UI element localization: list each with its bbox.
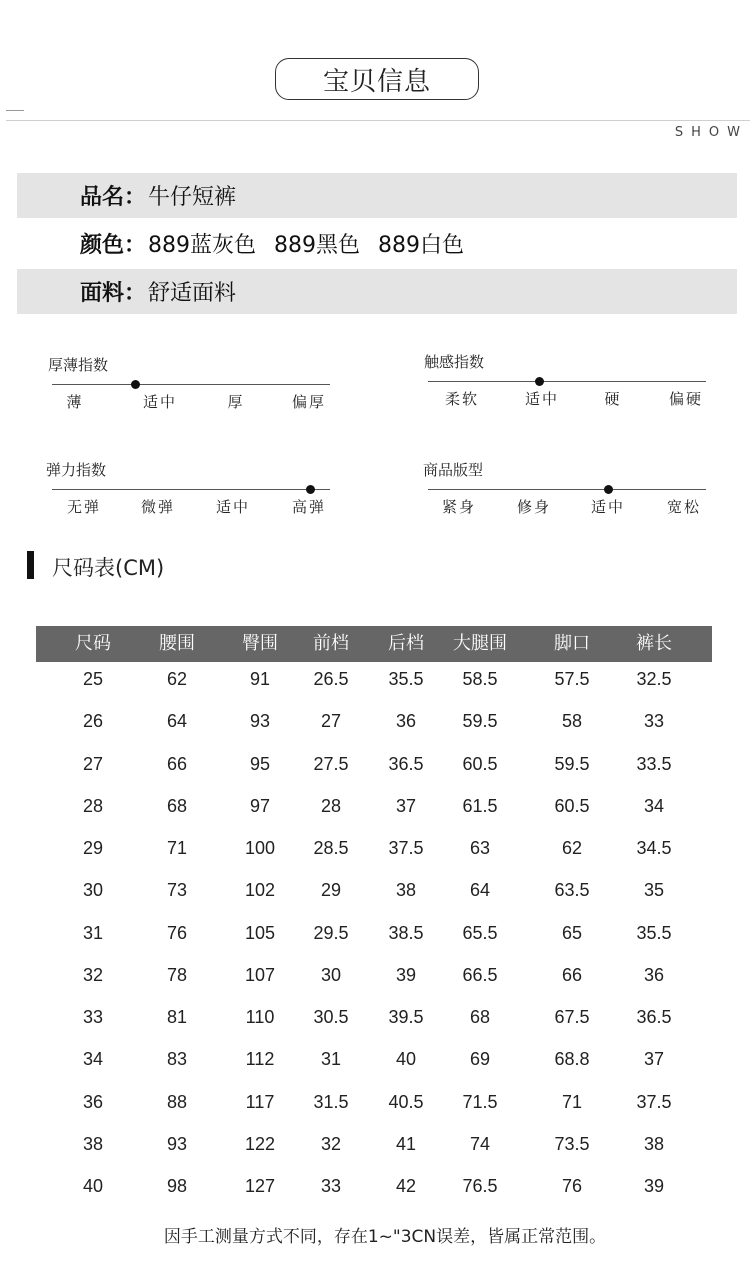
table-cell: 37 (395, 796, 417, 816)
table-cell: 105 (244, 923, 276, 943)
table-cell: 100 (244, 838, 276, 858)
table-cell: 98 (166, 1176, 188, 1196)
table-cell: 60.5 (554, 796, 590, 816)
table-header-cell: 臀围 (242, 633, 278, 654)
info-value (148, 228, 482, 259)
table-cell: 31 (82, 923, 104, 943)
table-cell: 35 (643, 880, 665, 900)
table-cell: 59.5 (554, 754, 590, 774)
table-cell: 81 (166, 1007, 188, 1027)
index-label: 厚 (227, 393, 245, 411)
table-cell: 34.5 (636, 838, 672, 858)
index-label: 适中 (590, 498, 626, 516)
table-header-cell: 后档 (388, 633, 424, 654)
index-label: 偏厚 (291, 393, 327, 411)
index-title: 厚薄指数 (48, 356, 109, 374)
table-cell: 26.5 (313, 669, 349, 689)
table-cell: 64 (166, 711, 188, 731)
info-value-item: 889白色 (378, 233, 465, 258)
index-label: 偏硬 (668, 390, 704, 408)
table-cell: 112 (245, 1049, 275, 1069)
table-cell: 88 (166, 1092, 188, 1112)
index-label: 宽松 (666, 498, 702, 516)
index-label: 柔软 (444, 390, 480, 408)
index-scale-line (428, 489, 706, 490)
index-label: 紧身 (441, 498, 477, 516)
index-scale-line (52, 384, 330, 385)
table-cell: 27 (82, 754, 104, 774)
table-cell: 33.5 (636, 754, 672, 774)
table-cell: 66.5 (462, 965, 498, 985)
show-label: SHOW (674, 125, 748, 140)
info-value (148, 180, 254, 211)
index-label: 适中 (524, 390, 560, 408)
table-cell: 68 (166, 796, 188, 816)
table-cell: 31.5 (313, 1092, 349, 1112)
table-cell: 74 (469, 1134, 491, 1154)
table-cell: 42 (395, 1176, 417, 1196)
table-cell: 36.5 (388, 754, 424, 774)
index-label: 高弹 (291, 498, 327, 516)
table-cell: 71 (561, 1092, 583, 1112)
table-cell: 110 (245, 1007, 275, 1027)
table-cell: 34 (82, 1049, 104, 1069)
table-cell: 28 (82, 796, 104, 816)
index-marker (306, 485, 315, 494)
table-cell: 73.5 (554, 1134, 590, 1154)
size-table-title: 尺码表(CM) (52, 556, 165, 580)
header-left-rule (6, 110, 24, 111)
index-label: 适中 (215, 498, 251, 516)
table-cell: 97 (249, 796, 271, 816)
info-value-item: 牛仔短裤 (148, 185, 237, 210)
table-cell: 38 (82, 1134, 104, 1154)
table-header-cell: 脚口 (554, 633, 590, 654)
table-cell: 76 (166, 923, 188, 943)
table-cell: 31 (320, 1049, 342, 1069)
index-label: 适中 (142, 393, 178, 411)
table-cell: 78 (166, 965, 188, 985)
index-label: 无弹 (66, 498, 102, 516)
table-cell: 57.5 (554, 669, 590, 689)
index-scale-line (428, 381, 706, 382)
table-cell: 33 (82, 1007, 104, 1027)
table-cell: 40 (82, 1176, 104, 1196)
table-cell: 60.5 (462, 754, 498, 774)
info-key: 颜色： (80, 233, 147, 258)
index-title: 触感指数 (424, 353, 485, 371)
index-title: 弹力指数 (46, 461, 107, 479)
table-cell: 28.5 (313, 838, 349, 858)
table-cell: 64 (469, 880, 491, 900)
table-header-cell: 大腿围 (453, 633, 507, 654)
table-cell: 93 (249, 711, 271, 731)
table-cell: 32 (82, 965, 104, 985)
info-value-item: 889蓝灰色 (148, 233, 257, 258)
table-cell: 38 (643, 1134, 665, 1154)
info-key: 面料： (80, 281, 147, 306)
table-cell: 27 (320, 711, 342, 731)
info-key: 品名： (80, 185, 147, 210)
table-cell: 38.5 (388, 923, 424, 943)
table-cell: 36 (82, 1092, 104, 1112)
info-value-item: 889黑色 (274, 233, 361, 258)
table-cell: 39.5 (388, 1007, 424, 1027)
table-cell: 76 (561, 1176, 583, 1196)
table-cell: 36 (395, 711, 417, 731)
table-cell: 91 (249, 669, 271, 689)
info-value (148, 276, 254, 307)
table-cell: 73 (166, 880, 188, 900)
index-marker (535, 377, 544, 386)
table-cell: 62 (561, 838, 583, 858)
table-cell: 37 (643, 1049, 665, 1069)
table-cell: 63 (469, 838, 491, 858)
table-cell: 122 (244, 1134, 276, 1154)
index-marker (131, 380, 140, 389)
size-table-header (36, 626, 712, 662)
table-cell: 71.5 (462, 1092, 498, 1112)
table-cell: 95 (249, 754, 271, 774)
table-header-cell: 前档 (313, 633, 349, 654)
info-row-fabric (17, 269, 737, 314)
index-label: 微弹 (140, 498, 176, 516)
table-cell: 39 (395, 965, 417, 985)
index-marker (604, 485, 613, 494)
table-cell: 32 (320, 1134, 342, 1154)
table-cell: 30.5 (313, 1007, 349, 1027)
table-cell: 39 (643, 1176, 665, 1196)
table-cell: 35.5 (388, 669, 424, 689)
table-cell: 83 (166, 1049, 188, 1069)
table-cell: 36.5 (636, 1007, 672, 1027)
table-cell: 25 (82, 669, 104, 689)
table-cell: 29.5 (313, 923, 349, 943)
table-cell: 35.5 (636, 923, 672, 943)
table-cell: 102 (244, 880, 276, 900)
table-cell: 69 (469, 1049, 491, 1069)
info-value-item: 舒适面料 (148, 281, 237, 306)
table-cell: 30 (320, 965, 342, 985)
table-cell: 68.8 (554, 1049, 590, 1069)
table-cell: 61.5 (462, 796, 498, 816)
table-cell: 37.5 (388, 838, 424, 858)
table-cell: 76.5 (462, 1176, 498, 1196)
table-cell: 30 (82, 880, 104, 900)
table-cell: 32.5 (636, 669, 672, 689)
table-cell: 65 (561, 923, 583, 943)
product-info-block (17, 173, 737, 322)
table-cell: 26 (82, 711, 104, 731)
index-title: 商品版型 (423, 461, 484, 479)
index-label: 修身 (516, 498, 552, 516)
table-cell: 29 (320, 880, 342, 900)
table-cell: 63.5 (554, 880, 590, 900)
table-cell: 58.5 (462, 669, 498, 689)
table-cell: 38 (395, 880, 417, 900)
table-cell: 107 (244, 965, 276, 985)
table-cell: 36 (643, 965, 665, 985)
table-cell: 40 (395, 1049, 417, 1069)
table-cell: 66 (166, 754, 188, 774)
table-cell: 29 (82, 838, 104, 858)
table-cell: 66 (561, 965, 583, 985)
index-scale-line (52, 489, 330, 490)
table-cell: 65.5 (462, 923, 498, 943)
table-cell: 67.5 (554, 1007, 590, 1027)
size-title-bar (27, 551, 34, 579)
info-row-color (17, 221, 737, 266)
table-header-cell: 腰围 (159, 633, 195, 654)
header-divider (6, 120, 750, 121)
table-cell: 117 (245, 1092, 275, 1112)
table-cell: 28 (320, 796, 342, 816)
table-cell: 33 (643, 711, 665, 731)
table-cell: 41 (395, 1134, 417, 1154)
table-cell: 40.5 (388, 1092, 424, 1112)
table-cell: 68 (469, 1007, 491, 1027)
table-cell: 34 (643, 796, 665, 816)
table-cell: 33 (320, 1176, 342, 1196)
table-cell: 37.5 (636, 1092, 672, 1112)
table-cell: 127 (244, 1176, 276, 1196)
table-header-cell: 尺码 (75, 633, 111, 654)
table-cell: 59.5 (462, 711, 498, 731)
table-header-cell: 裤长 (636, 633, 672, 654)
index-label: 薄 (66, 393, 84, 411)
info-row-name (17, 173, 737, 218)
index-label: 硬 (604, 390, 622, 408)
measurement-footnote: 因手工测量方式不同，存在1~"3CN误差，皆属正常范围。 (163, 1227, 607, 1247)
table-cell: 58 (561, 711, 583, 731)
table-cell: 62 (166, 669, 188, 689)
table-cell: 27.5 (313, 754, 349, 774)
table-cell: 93 (166, 1134, 188, 1154)
section-title-pill: 宝贝信息 (275, 58, 479, 100)
table-cell: 71 (166, 838, 188, 858)
